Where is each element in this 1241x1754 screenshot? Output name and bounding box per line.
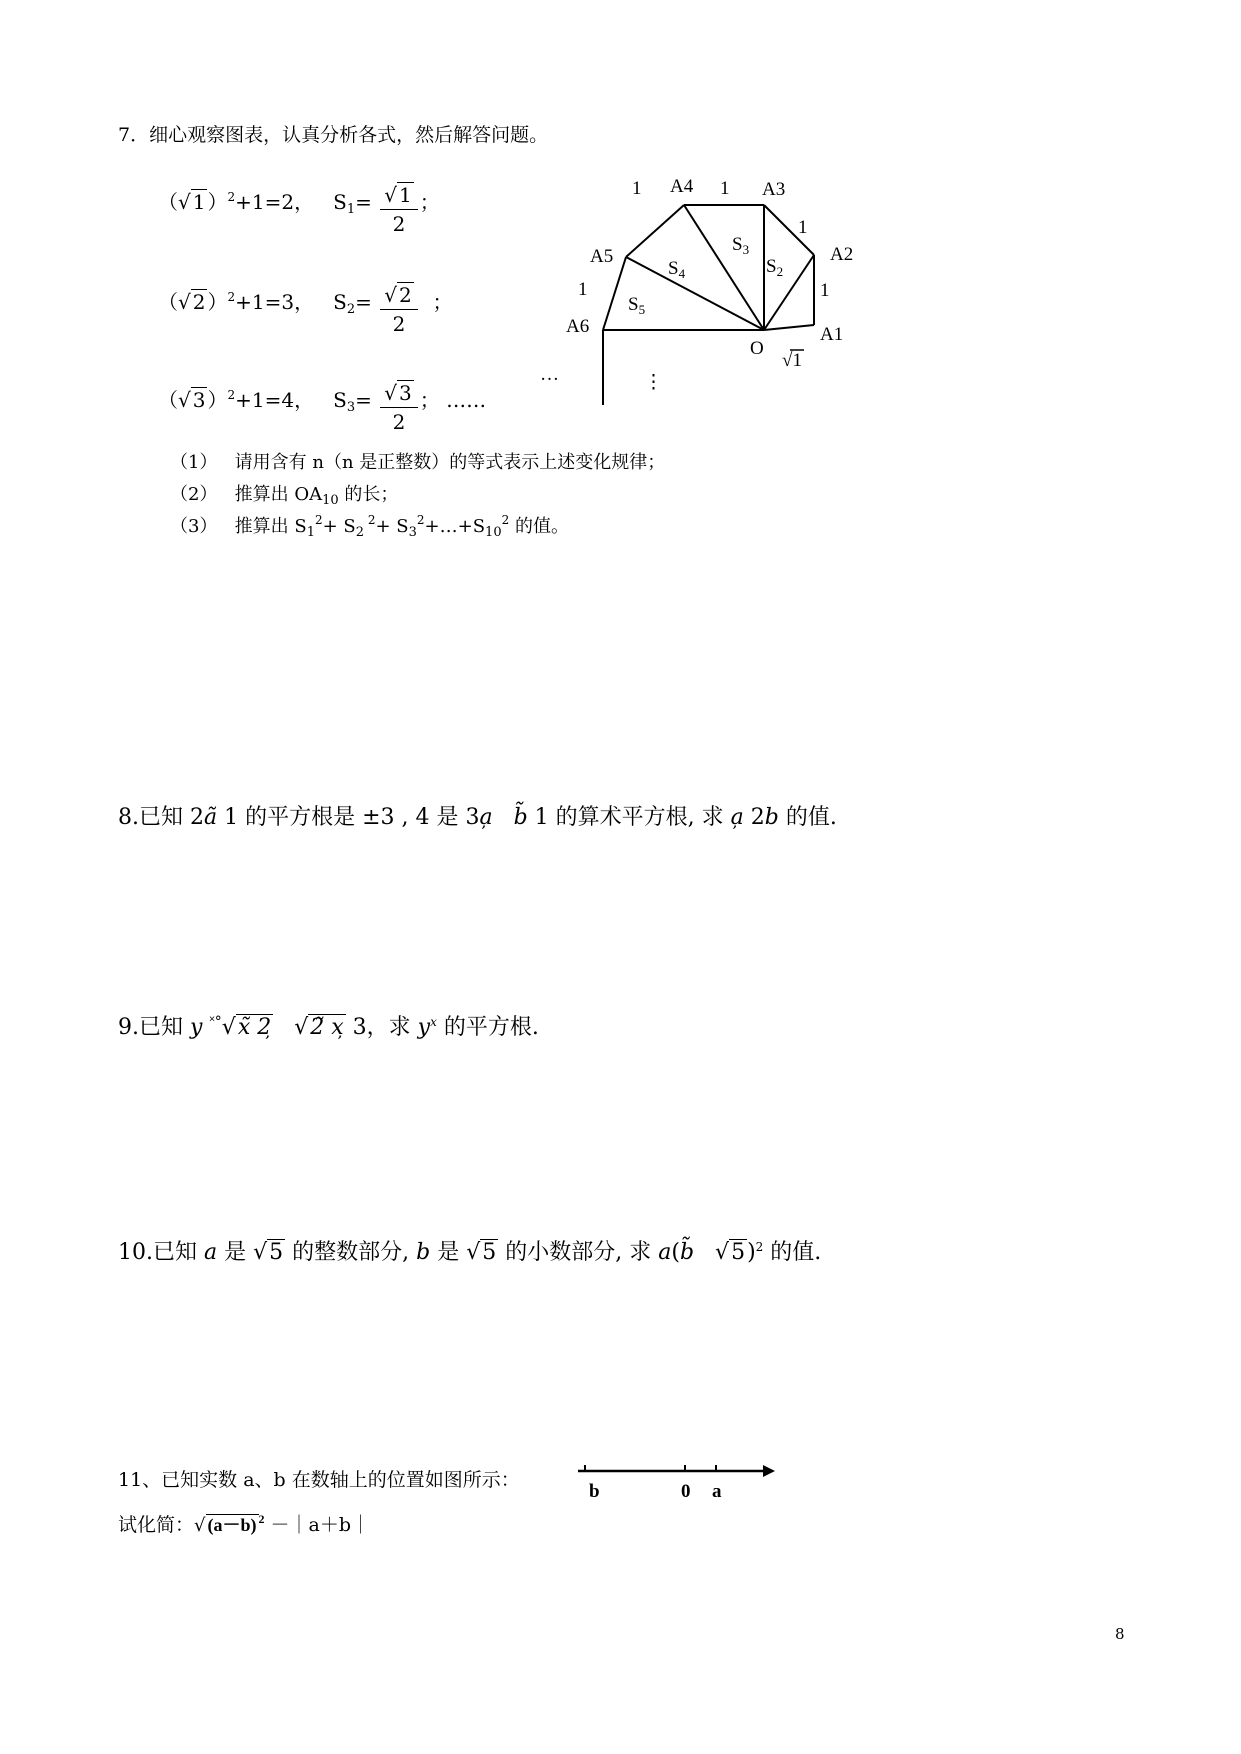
paren-open: （ <box>158 290 178 314</box>
label-s3: $S_3$ <box>732 234 750 257</box>
label-one-left: 1 <box>632 178 642 199</box>
paren-close: ） <box>207 190 228 214</box>
fraction: $\frac{√ 3}{2}$ <box>380 381 417 434</box>
q7-row-3 <box>158 381 486 434</box>
label-root1: √1 <box>782 350 802 371</box>
radical: √ 3 <box>178 388 206 412</box>
label-one-a1a2: 1 <box>820 280 830 301</box>
arrow-icon <box>763 1465 775 1477</box>
axis-label-b: b <box>589 1481 600 1502</box>
label-one-right: 1 <box>798 217 808 238</box>
segment-o-a1 <box>764 325 814 330</box>
question-9: 9.已知 y ˟°√x̃ 2 √2̃ x 3，求 $y^x$ 的平方根. <box>118 1014 539 1040</box>
q7-row-2 <box>158 283 452 336</box>
q7-sub-1: （1） 请用含有 n（n 是正整数）的等式表示上述变化规律； <box>170 452 666 473</box>
segment-o-a4 <box>684 205 764 330</box>
label-one-a5a6: 1 <box>578 279 588 300</box>
question-10: 10.已知 a 是 √5 的整数部分, b 是 √5 的小数部分, 求 a(b̃ √5)$^2$ 的值. <box>118 1240 822 1265</box>
label-dots-horizontal: … <box>540 364 559 385</box>
exponent: 2 <box>227 190 236 204</box>
row-end: ； …… <box>419 388 487 412</box>
radical: √ 2 <box>178 290 206 314</box>
label-a2: A2 <box>830 244 854 265</box>
segment-a4-a5 <box>626 205 684 257</box>
axis-label-0: 0 <box>681 1481 691 1502</box>
label-a3: A3 <box>762 179 786 200</box>
equation-rest: +1=2， <box>235 190 315 214</box>
s-label: S <box>333 190 347 214</box>
s-label: S <box>333 290 347 314</box>
label-one-top: 1 <box>720 178 730 199</box>
q7-row-1 <box>158 183 440 236</box>
spiral-triangles-figure <box>540 160 880 420</box>
label-a6: A6 <box>566 316 590 337</box>
number-line <box>575 1455 775 1505</box>
axis-label-a: a <box>712 1481 722 1502</box>
fraction: $\frac{√ 2}{2}$ <box>380 283 417 336</box>
q7-sub-2: （2） 推算出 $OA_{10}$ 的长； <box>170 484 399 508</box>
s-subscript: 3 <box>346 400 356 415</box>
s-subscript: 2 <box>346 302 356 317</box>
s-label: S <box>333 388 347 412</box>
question-7-title: 7．细心观察图表，认真分析各式，然后解答问题。 <box>118 124 549 146</box>
radical: √ 1 <box>178 190 206 214</box>
exponent: 2 <box>227 290 236 304</box>
page-number: 8 <box>1115 1625 1125 1643</box>
paren-close: ） <box>207 388 228 412</box>
question-11-text: 11、已知实数 a、b 在数轴上的位置如图所示： <box>118 1469 520 1491</box>
fraction: $\frac{√ 1}{2}$ <box>380 183 417 236</box>
segment-o-a5 <box>626 257 764 330</box>
paren-open: （ <box>158 190 178 214</box>
label-a1: A1 <box>820 324 844 345</box>
label-a5: A5 <box>590 246 614 267</box>
label-s5: $S_5$ <box>628 294 646 317</box>
exponent: 2 <box>227 388 236 402</box>
equation-rest: +1=4， <box>235 388 315 412</box>
question-11-simplify: 试化简：√ (a－b) $^2$ －｜a＋b｜ <box>118 1512 371 1536</box>
equation-rest: +1=3， <box>235 290 315 314</box>
equals: = <box>355 290 372 314</box>
equals: = <box>355 388 372 412</box>
label-dots-vertical: ⋮ <box>644 372 663 393</box>
label-o: O <box>750 338 764 359</box>
row-end: ； <box>419 190 440 214</box>
paren-close: ） <box>207 290 228 314</box>
row-end: ； <box>432 290 453 314</box>
equals: = <box>355 190 372 214</box>
paren-open: （ <box>158 388 178 412</box>
label-s4: $S_4$ <box>668 258 686 281</box>
question-8: 8.已知 2ã 1 的平方根是 ±3 , 4 是 3a̦ b̃ 1 的算术平方根, 求 a̦ 2b 的值. <box>118 805 837 830</box>
label-a4: A4 <box>670 176 694 197</box>
segment-a5-a6 <box>603 257 626 330</box>
s-subscript: 1 <box>346 202 356 217</box>
label-s2: $S_2$ <box>766 256 784 279</box>
q7-sub-3: （3） 推算出 $S_1^2+ S_2$ $^2+ S_3^2+\dots+S_{10}^2$ 的值。 <box>170 513 569 540</box>
